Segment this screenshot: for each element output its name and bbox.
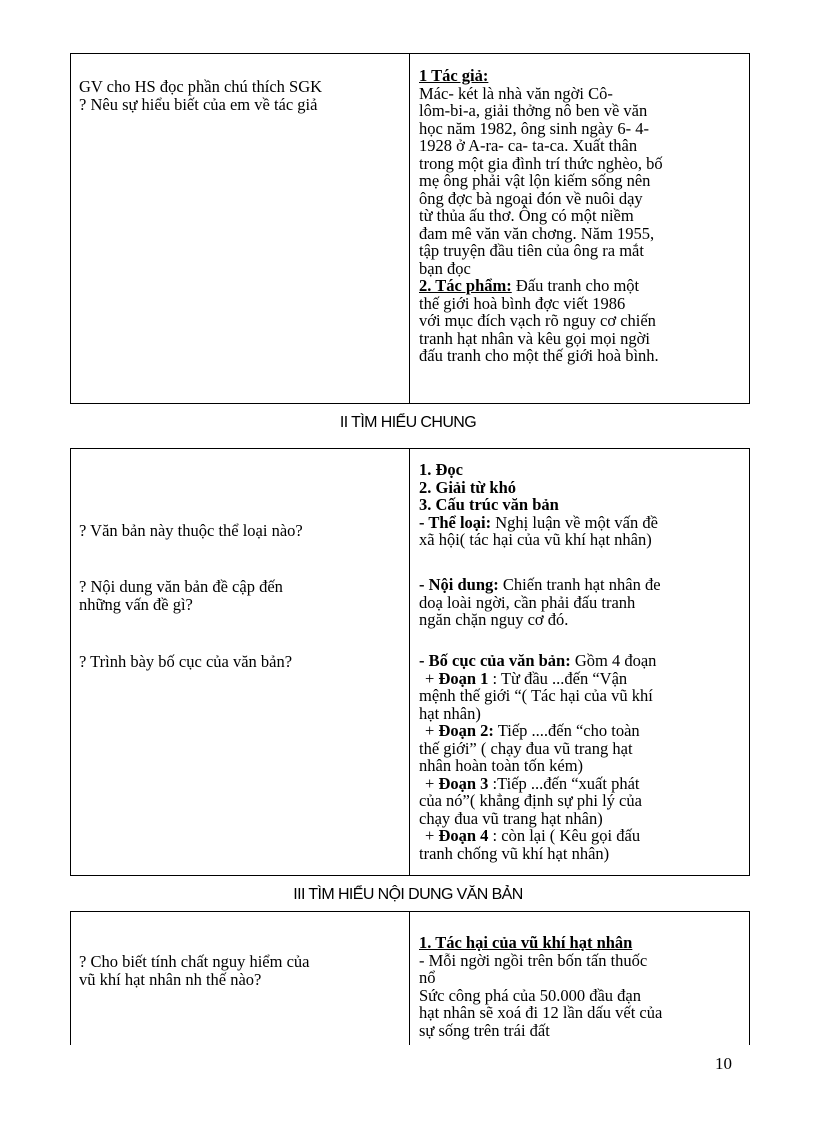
answer-block-danger xyxy=(419,934,743,1039)
text-line: từ thủa ấu thơ. Ông có một niềm xyxy=(419,206,634,225)
text-line: tranh chống vũ khí hạt nhân) xyxy=(419,843,610,863)
text-line: mệnh thế giới “( Tác hại của vũ khí xyxy=(419,686,653,705)
text-span: Nghị luận về một vấn đề xyxy=(491,512,658,532)
table-content xyxy=(70,911,750,1045)
text-line: tập truyện đầu tiên của ông ra mắt xyxy=(419,241,644,260)
question-block xyxy=(79,953,401,989)
table-right-cell xyxy=(410,912,749,1045)
answer-block-content xyxy=(419,576,743,629)
author-heading: 1 Tác giả: xyxy=(419,66,489,85)
section-label: Đoạn 2: xyxy=(438,721,494,740)
text-line: nổ xyxy=(419,968,436,987)
table-right-cell xyxy=(410,54,749,403)
question-line: ? Cho biết tính chất nguy hiểm của xyxy=(79,952,310,971)
content-label: - Nội dung: xyxy=(419,575,499,594)
text-line: bạn đọc xyxy=(419,258,471,278)
text-line: học năm 1982, ông sinh ngày 6- 4- xyxy=(419,118,650,138)
author-block xyxy=(419,67,743,365)
text-line: hạt nhân sẽ xoá đi 12 lần dấu vết của xyxy=(419,1003,663,1022)
text-line: Mác- két là nhà văn ngời Cô- xyxy=(419,83,613,103)
text-line: doạ loài ngời, cần phải đấu tranh xyxy=(419,592,636,612)
table-left-cell xyxy=(71,54,410,403)
section-heading: III TÌM HIỂU NỘI DUNG VĂN BẢN xyxy=(293,886,523,903)
text-span: : Từ đầu ...đến “Vận xyxy=(488,668,628,688)
text-line: chạy đua vũ trang hạt nhân) xyxy=(419,808,603,828)
table-left-cell xyxy=(71,449,410,875)
text-span: Tiếp ....đến “cho toàn xyxy=(493,721,640,740)
text-line: sự sống trên trái đất xyxy=(419,1020,550,1040)
question-line: GV cho HS đọc phần chú thích SGK xyxy=(79,77,323,96)
text-span: Chiến tranh hạt nhân đe xyxy=(498,575,661,594)
text-span: :Tiếp ...đến “xuất phát xyxy=(488,773,640,793)
text-line: ngăn chặn nguy cơ đó. xyxy=(419,610,569,629)
table-author-work xyxy=(70,53,750,404)
layout-label: - Bố cục của văn bản: xyxy=(419,651,571,670)
text-line: thế giới hoà bình đợc viết 1986 xyxy=(419,293,626,313)
question-block xyxy=(79,578,401,614)
text-line: với mục đích vạch rõ nguy cơ chiến xyxy=(419,311,656,330)
question-line: vũ khí hạt nhân nh thế nào? xyxy=(79,970,262,989)
text-line: nhân hoàn toàn tốn kém) xyxy=(419,756,584,775)
text-line: xã hội( tác hại của vũ khí hạt nhân) xyxy=(419,530,652,549)
text-line: tranh hạt nhân và kêu gọi mọi ngời xyxy=(419,328,650,348)
list-item: 2. Giải từ khó xyxy=(419,477,517,497)
table-right-cell xyxy=(410,449,749,875)
work-heading: 2. Tác phẩm: xyxy=(419,276,512,295)
question-line: ? Nêu sự hiểu biết của em về tác giả xyxy=(79,95,318,114)
text-line: trong một gia đình trí thức nghèo, bố xyxy=(419,153,663,173)
text-line: lôm-bi-a, giải thởng nô ben về văn xyxy=(419,101,648,120)
text-span: Gồm 4 đoạn xyxy=(570,651,657,670)
question-line: ? Trình bày bố cục của văn bản? xyxy=(79,652,293,671)
list-item: 3. Cấu trúc văn bản xyxy=(419,495,559,514)
section-label: Đoạn 3 xyxy=(438,773,489,793)
text-line: thế giới” ( chạy đua vũ trang hạt xyxy=(419,738,633,758)
text-line: đấu tranh cho một thế giới hoà bình. xyxy=(419,346,659,365)
text-line: - Mỗi ngời ngồi trên bốn tấn thuốc xyxy=(419,950,648,970)
page-number: 10 xyxy=(715,1054,732,1073)
question-line: ? Văn bản này thuộc thể loại nào? xyxy=(79,521,303,540)
list-item: 1. Đọc xyxy=(419,460,463,479)
question-line: những vấn đề gì? xyxy=(79,595,193,614)
question-line: ? Nội dung văn bản đề cập đến xyxy=(79,577,283,596)
section-heading: II TÌM HIỂU CHUNG xyxy=(339,414,477,431)
text-line: mẹ ông phải vật lộn kiếm sống nên xyxy=(419,171,651,190)
text-line: đam mê văn văn chơng. Năm 1955, xyxy=(419,223,655,243)
table-general xyxy=(70,448,750,876)
answer-block-layout: - Bố cục của văn bản: Gồm 4 đoạn + Đoạn 1 : Từ đầu ...đến “Vận mệnh thế giới “( Tác hại của vũ khí hạt nhân) + Đoạn 2: Tiếp ....đến “cho toàn thế giới” ( chạy đua vũ trang hạt nhân hoàn toàn tốn kém) + Đoạn 3 :Tiếp ...đến “xuất phát của nó”( khẳng định sự phi lý của chạy đua vũ trang hạt nhân) + Đoạn 4 : còn lại ( Kêu gọi đấu tranh chống vũ khí hạt nhân) xyxy=(419,652,743,862)
text-line: của nó”( khẳng định sự phi lý của xyxy=(419,791,642,810)
section-label: Đoạn 4 xyxy=(438,826,489,845)
text-span: Đấu tranh cho một xyxy=(511,276,640,295)
text-line: Sức công phá của 50.000 đầu đạn xyxy=(419,985,642,1005)
genre-label: - Thể loại: xyxy=(419,512,492,532)
danger-heading: 1. Tác hại của vũ khí hạt nhân xyxy=(419,933,633,952)
text-span: : còn lại ( Kêu gọi đấu xyxy=(488,826,641,845)
answer-block-structure xyxy=(419,461,743,549)
text-line: hạt nhân) xyxy=(419,703,481,723)
text-line: 1928 ở A-ra- ca- ta-ca. Xuất thân xyxy=(419,136,638,155)
table-left-cell xyxy=(71,912,410,1045)
section-label: Đoạn 1 xyxy=(438,668,489,688)
question-block xyxy=(79,78,401,114)
text-line: ông đợc bà ngoại đón về nuôi dạy xyxy=(419,188,643,208)
